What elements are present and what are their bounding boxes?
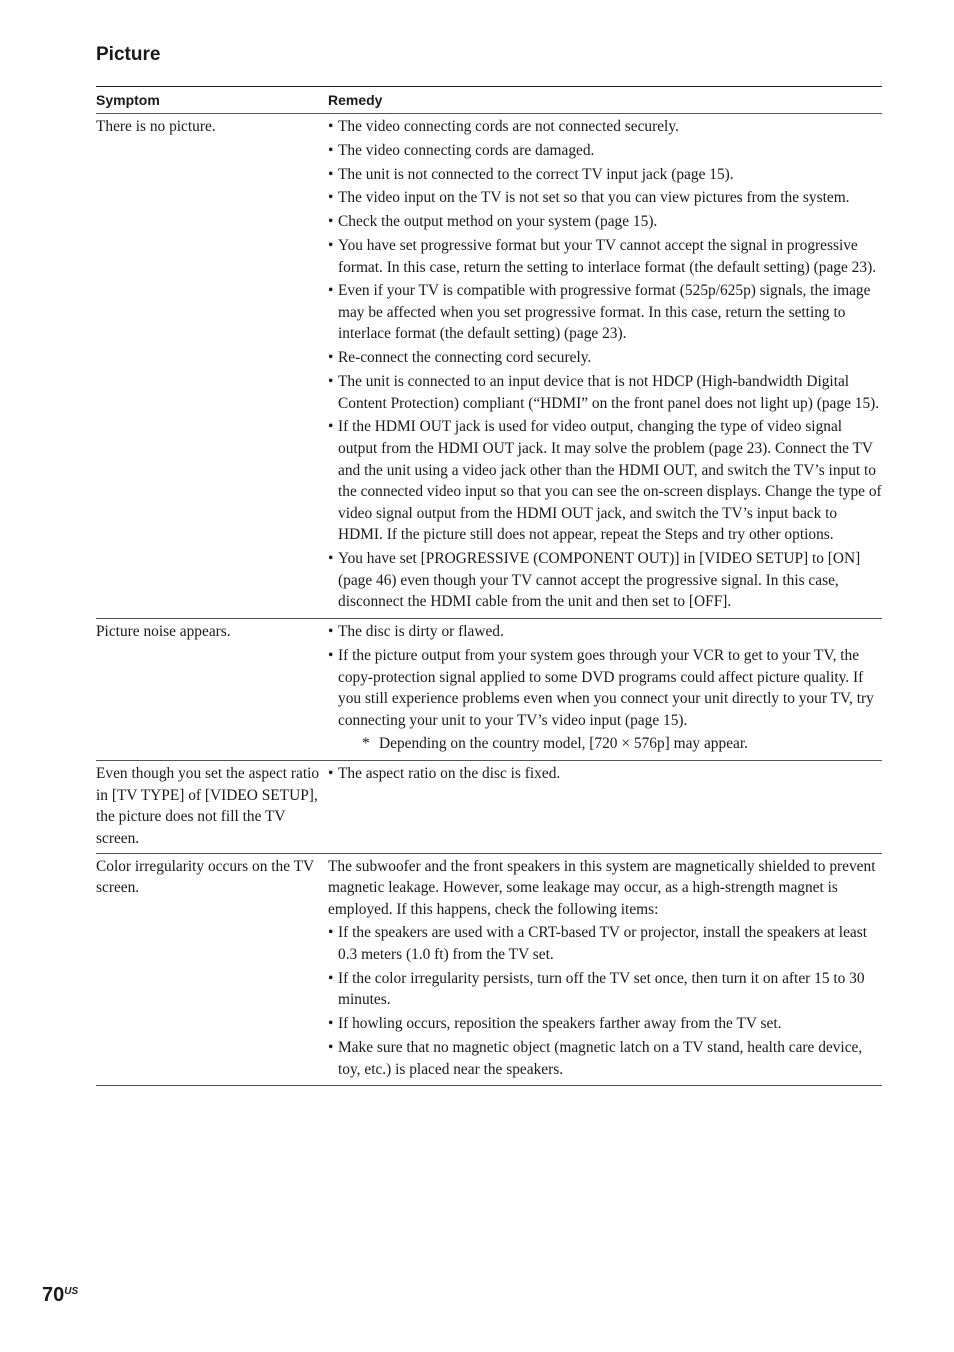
symptom-cell: Color irregularity occurs on the TV screen. bbox=[96, 857, 314, 897]
symptom-cell: Even though you set the aspect ratio in [TV TYPE] of [VIDEO SETUP], the picture does not fill the TV screen. bbox=[96, 765, 320, 848]
page-number-value: 70 bbox=[42, 1284, 65, 1306]
remedy-item: • You have set [PROGRESSIVE (COMPONENT OUT)] in [VIDEO SETUP] to [ON] (page 46) even though your TV cannot accept the progressive signal. In this case, disconnect the HDMI cable from the unit and then set to [OFF]. bbox=[328, 548, 882, 613]
remedy-item: • You have set progressive format but your TV cannot accept the signal in progressive format. In this case, return the setting to interlace format (the default setting) (page 23). bbox=[328, 235, 882, 278]
table-row bbox=[96, 619, 882, 761]
footnote-mark: * bbox=[362, 735, 370, 753]
symptom-cell: There is no picture. bbox=[96, 118, 216, 135]
table-row bbox=[96, 761, 882, 853]
remedy-cell bbox=[328, 621, 882, 757]
remedy-item: • The aspect ratio on the disc is fixed. bbox=[328, 763, 882, 785]
remedy-item: • If the speakers are used with a CRT-based TV or projector, install the speakers at least 0.3 meters (1.0 ft) from the TV set. bbox=[328, 922, 882, 965]
remedy-item: • If howling occurs, reposition the speakers farther away from the TV set. bbox=[328, 1013, 882, 1035]
header-remedy: Remedy bbox=[328, 92, 383, 108]
remedy-list bbox=[328, 922, 882, 1080]
table-row bbox=[96, 114, 882, 619]
table-row bbox=[96, 854, 882, 1087]
table-header bbox=[96, 87, 882, 114]
remedy-item: • The video connecting cords are not connected securely. bbox=[328, 116, 882, 138]
symptom-cell: Picture noise appears. bbox=[96, 623, 231, 641]
remedy-list bbox=[328, 763, 882, 785]
remedy-item: • Make sure that no magnetic object (magnetic latch on a TV stand, health care device, toy, etc.) is placed near the speakers. bbox=[328, 1037, 882, 1080]
remedy-item: • The unit is not connected to the correct TV input jack (page 15). bbox=[328, 164, 882, 186]
header-symptom: Symptom bbox=[96, 92, 160, 108]
remedy-item: • Even if your TV is compatible with progressive format (525p/625p) signals, the image may be affected when you set progressive format. In this case, return the setting to interlace format (the default setting) (page 23). bbox=[328, 280, 882, 345]
troubleshooting-table bbox=[96, 86, 882, 1086]
remedy-item: • The disc is dirty or flawed. bbox=[328, 621, 882, 643]
remedy-cell bbox=[328, 763, 882, 849]
remedy-item: • If the HDMI OUT jack is used for video output, changing the type of video signal output from the HDMI OUT jack. It may solve the problem (page 23). Connect the TV and the unit using a video jack other than the HDMI OUT, and switch the TV’s input to the connected video input so that you can see the on-screen displays. Change the type of video signal output from the HDMI OUT jack, and switch the TV’s input back to HDMI. If the picture still does not appear, repeat the Steps and try other options. bbox=[328, 416, 882, 546]
remedy-list bbox=[328, 621, 882, 755]
section-title: Picture bbox=[96, 44, 161, 65]
remedy-item: • The video connecting cords are damaged. bbox=[328, 140, 882, 162]
remedy-item: • If the picture output from your system goes through your VCR to get to your TV, the copy-protection signal applied to some DVD programs could affect picture quality. If you still experience problems even when you connect your unit directly to your TV, try connecting your unit to your TV’s video input (page 15). bbox=[328, 645, 882, 731]
remedy-item: • If the color irregularity persists, turn off the TV set once, then turn it on after 15 to 30 minutes. bbox=[328, 968, 882, 1011]
remedy-cell bbox=[328, 116, 882, 615]
remedy-item: • Re-connect the connecting cord securely. bbox=[328, 347, 882, 369]
remedy-intro: The subwoofer and the front speakers in this system are magnetically shielded to prevent magnetic leakage. However, some leakage may occur, as a high-strength magnet is employed. If this happens, check the following items: bbox=[328, 857, 876, 918]
footnote bbox=[328, 733, 882, 755]
page-number bbox=[42, 1284, 78, 1307]
footnote-text: Depending on the country model, [720 × 576p] may appear. bbox=[379, 735, 748, 753]
remedy-cell bbox=[328, 856, 882, 1083]
remedy-list bbox=[328, 116, 882, 613]
page-number-suffix: US bbox=[64, 1286, 79, 1297]
remedy-item: • The video input on the TV is not set so that you can view pictures from the system. bbox=[328, 187, 882, 209]
remedy-item: • Check the output method on your system (page 15). bbox=[328, 211, 882, 233]
remedy-item: • The unit is connected to an input device that is not HDCP (High-bandwidth Digital Content Protection) compliant (“HDMI” on the front panel does not light up) (page 15). bbox=[328, 371, 882, 414]
